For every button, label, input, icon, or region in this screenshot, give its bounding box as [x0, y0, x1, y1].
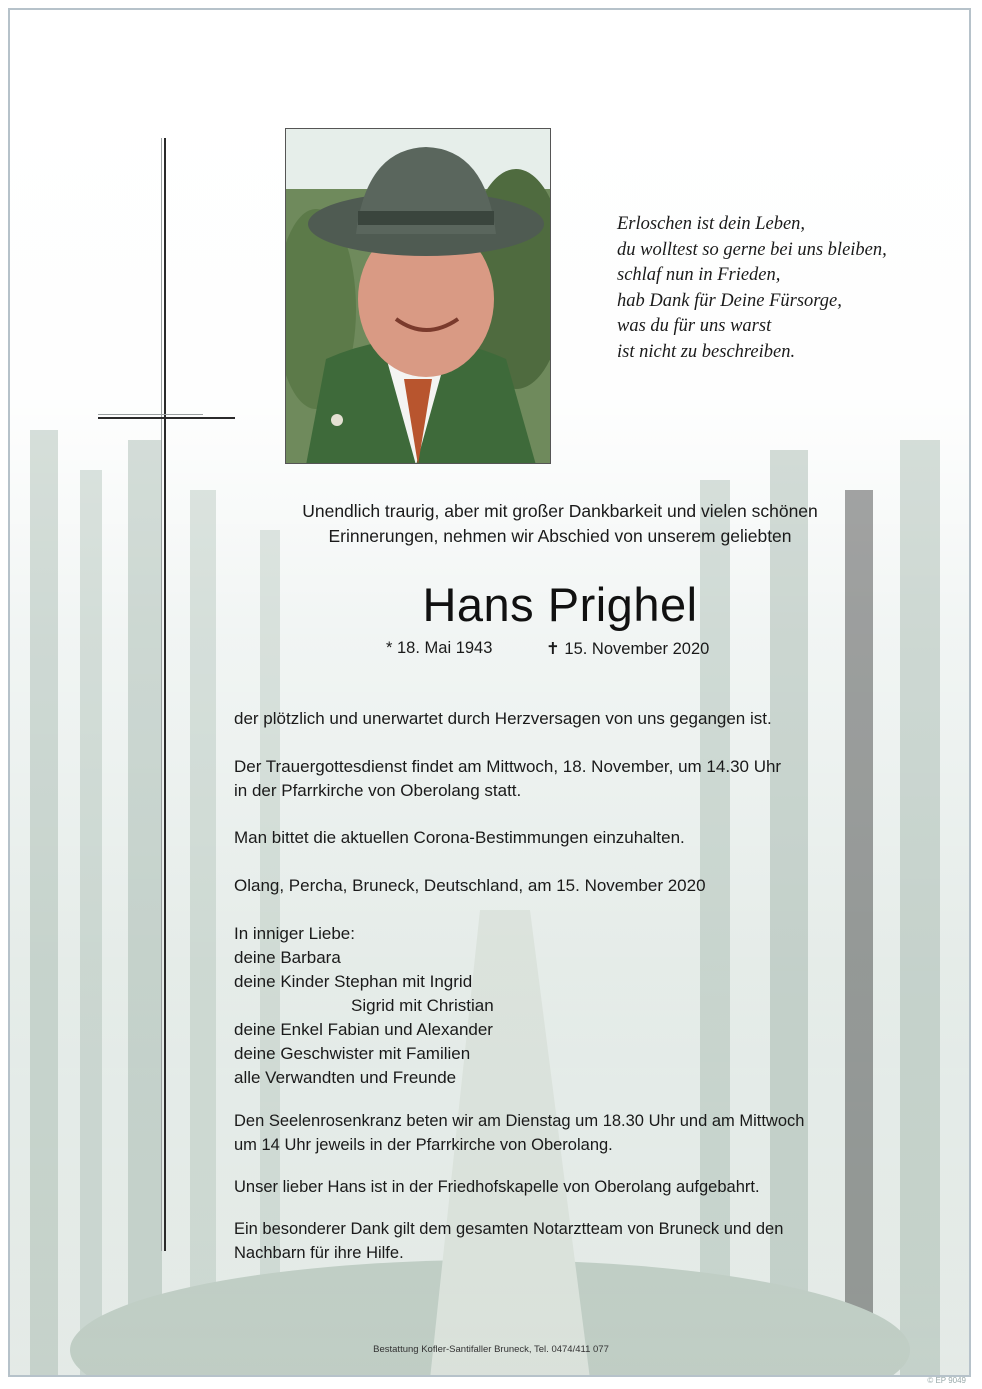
- intro-line: Unendlich traurig, aber mit großer Dankbarkeit und vielen schönen: [302, 501, 818, 521]
- deceased-name: Hans Prighel: [422, 578, 698, 631]
- laid-out-notice: Unser lieber Hans ist in der Friedhofskapelle von Oberolang aufgebahrt.: [234, 1178, 760, 1196]
- corona-notice: Man bittet die aktuellen Corona-Bestimmungen einzuhalten.: [234, 828, 685, 847]
- mourner-line: alle Verwandten und Freunde: [234, 1068, 457, 1087]
- service-line: Der Trauergottesdienst findet am Mittwoch, 18. November, um 14.30 Uhr: [234, 757, 782, 776]
- product-code: © EP 9049: [927, 1376, 966, 1385]
- portrait-photo: [285, 128, 551, 464]
- mourner-line: deine Enkel Fabian und Alexander: [234, 1020, 493, 1039]
- undertaker-footer: Bestattung Kofler-Santifaller Bruneck, Tel. 0474/411 077: [373, 1344, 609, 1355]
- poem-line: hab Dank für Deine Fürsorge,: [617, 290, 842, 311]
- rosary-line: Den Seelenrosenkranz beten wir am Dienstag um 18.30 Uhr und am Mittwoch: [234, 1112, 805, 1130]
- place-and-date: Olang, Percha, Bruneck, Deutschland, am 15. November 2020: [234, 876, 706, 895]
- cross-vertical-bar: [164, 138, 166, 1251]
- thanks-line: Nachbarn für ihre Hilfe.: [234, 1243, 404, 1262]
- mourners-heading: In inniger Liebe:: [234, 924, 355, 943]
- thanks-line: Ein besonderer Dank gilt dem gesamten Notarztteam von Bruneck und den: [234, 1220, 784, 1238]
- portrait-illustration: [286, 129, 551, 464]
- cross-vertical-shadow: [161, 138, 162, 1251]
- service-announcement: [234, 755, 781, 803]
- intro-text: [170, 499, 950, 549]
- poem-line: was du für uns warst: [617, 316, 772, 336]
- mourners-list: [234, 922, 494, 1090]
- service-line: in der Pfarrkirche von Oberolang statt.: [234, 781, 522, 800]
- poem-line: ist nicht zu beschreiben.: [617, 341, 796, 362]
- mourner-line: Sigrid mit Christian: [351, 996, 494, 1015]
- birth-date: * 18. Mai 1943: [386, 639, 493, 657]
- poem-line: Erloschen ist dein Leben,: [617, 214, 806, 234]
- mourner-line: deine Kinder Stephan mit Ingrid: [234, 972, 473, 991]
- death-date: ✝ 15. November 2020: [546, 640, 710, 658]
- mourner-line: deine Barbara: [234, 948, 341, 967]
- cross-horizontal-shadow: [98, 414, 203, 415]
- mourner-line: deine Geschwister mit Familien: [234, 1044, 471, 1063]
- thanks-notice: [234, 1218, 783, 1265]
- rosary-notice: [234, 1110, 804, 1157]
- poem-line: schlaf nun in Frieden,: [617, 265, 781, 285]
- rosary-line: um 14 Uhr jeweils in der Pfarrkirche von Oberolang.: [234, 1135, 613, 1154]
- poem-line: du wolltest so gerne bei uns bleiben,: [617, 239, 887, 260]
- poem: [617, 212, 887, 365]
- intro-line: Erinnerungen, nehmen wir Abschied von unserem geliebten: [328, 526, 792, 546]
- passing-text: der plötzlich und unerwartet durch Herzversagen von uns gegangen ist.: [234, 709, 772, 728]
- cross-horizontal-bar: [98, 417, 235, 419]
